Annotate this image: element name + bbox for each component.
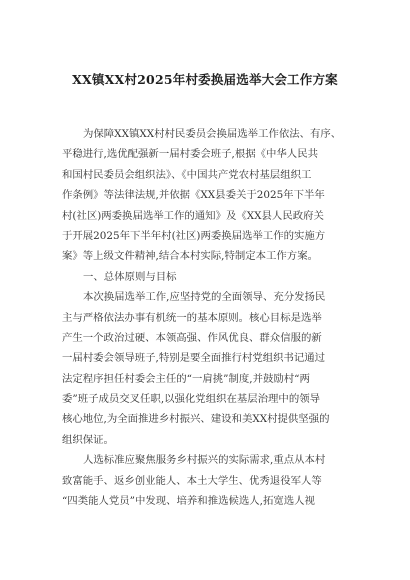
body-line: 和国村民委员会组织法》、《中国共产党农村基层组织工: [62, 168, 312, 181]
body-line: 于开展2025年下半年村(社区)两委换届选举工作的实施方: [62, 229, 326, 242]
body-line: 一届村委会领导班子,特别是要全面推行村党组织书记通过: [62, 352, 326, 365]
body-line: 平稳进行,选优配强新一届村委会班子,根据《中华人民共: [62, 148, 318, 161]
body-line: 主与严格依法办事有机统一的基本原则。核心目标是选举: [62, 311, 322, 324]
document-body: [62, 124, 362, 511]
body-line: 本次换届选举工作,应坚持党的全面领导、充分发扬民: [83, 291, 326, 304]
body-line: 作条例》等法律法规,并依据《XX县委关于2025年下半年: [62, 189, 325, 202]
body-line: 人选标准应聚焦服务乡村振兴的实际需求,重点从本村: [83, 454, 326, 467]
body-line: 产生一个政治过硬、本领高强、作风优良、群众信服的新: [62, 331, 322, 344]
body-line: 委”班子成员交叉任职,以强化党组织在基层治理中的领导: [62, 393, 320, 406]
body-line: 村(社区)两委换届选举工作的通知》及《XX县人民政府关: [62, 209, 324, 222]
body-line: 致富能手、返乡创业能人、本土大学生、优秀退役军人等: [62, 474, 322, 487]
body-line: 核心地位,为全面推进乡村振兴、建设和美XX村提供坚强的: [62, 413, 330, 426]
body-line: 组织保证。: [62, 433, 114, 446]
section-heading: 一、总体原则与目标: [83, 270, 177, 283]
body-line: 案》等上级文件精神,结合本村实际,特制定本工作方案。: [62, 250, 318, 263]
body-line: “四类能人党员”中发现、培养和推选候选人,拓宽选人视: [62, 495, 315, 508]
document-title: XX镇XX村2025年村委换届选举大会工作方案: [72, 72, 338, 87]
body-line: 法定程序担任村委会主任的“一肩挑”制度,并鼓励村“两: [62, 372, 310, 385]
body-line: 为保障XX镇XX村村民委员会换届选举工作依法、有序、: [83, 128, 342, 140]
